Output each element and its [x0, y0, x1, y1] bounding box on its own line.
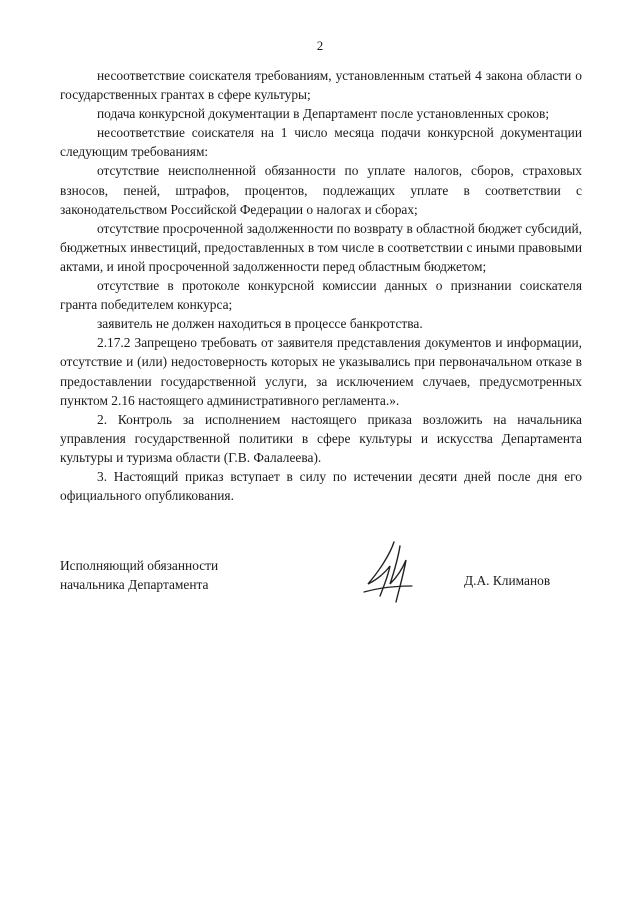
paragraph: несоответствие соискателя требованиям, установленным статьей 4 закона области о государственных грантах в сфере культуры; — [60, 68, 582, 103]
paragraph: несоответствие соискателя на 1 число месяца подачи конкурсной документации следующим требованиям: — [60, 125, 582, 160]
paragraph: заявитель не должен находиться в процессе банкротства. — [97, 316, 423, 332]
signatory-title-line: начальника Департамента — [60, 577, 209, 593]
signatory-name: Д.А. Климанов — [464, 573, 551, 588]
page-number: 2 — [316, 38, 324, 53]
signatory-title-line: Исполняющий обязанности — [60, 558, 219, 573]
paragraph: отсутствие неисполненной обязанности по уплате налогов, сборов, страховых взносов, пеней, штрафов, процентов, подлежащих уплате в соответствии с законодательством Российской Федерации о налогах и сборах; — [60, 163, 582, 217]
paragraph: 2. Контроль за исполнением настоящего приказа возложить на начальника управления государственной политики в сфере культуры и искусства Департамента культуры и туризма области (Г.В. Фалалеева). — [60, 411, 582, 465]
paragraph: 2.17.2 Запрещено требовать от заявителя представления документов и информации, отсутствие и (или) недостоверность которых не указывались при первоначальном отказе в предоставлении государственной услуги, за исключением случаев, предусмотренных пунктом 2.16 настоящего административного регламента.». — [60, 335, 582, 408]
document-body — [60, 66, 582, 505]
handwritten-signature — [360, 540, 420, 604]
paragraph: 3. Настоящий приказ вступает в силу по истечении десяти дней после дня его официального опубликования. — [60, 468, 582, 504]
paragraph: отсутствие в протоколе конкурсной комиссии данных о признании соискателя гранта победителем конкурса; — [60, 278, 582, 313]
signatory-title — [60, 556, 218, 594]
paragraph: отсутствие просроченной задолженности по возврату в областной бюджет субсидий, бюджетных инвестиций, предоставленных в том числе в соответствии с иными правовыми актами, и иной просроченной задолженности перед областным бюджетом; — [60, 220, 582, 274]
paragraph: подача конкурсной документации в Департамент после установленных сроков; — [97, 106, 550, 122]
